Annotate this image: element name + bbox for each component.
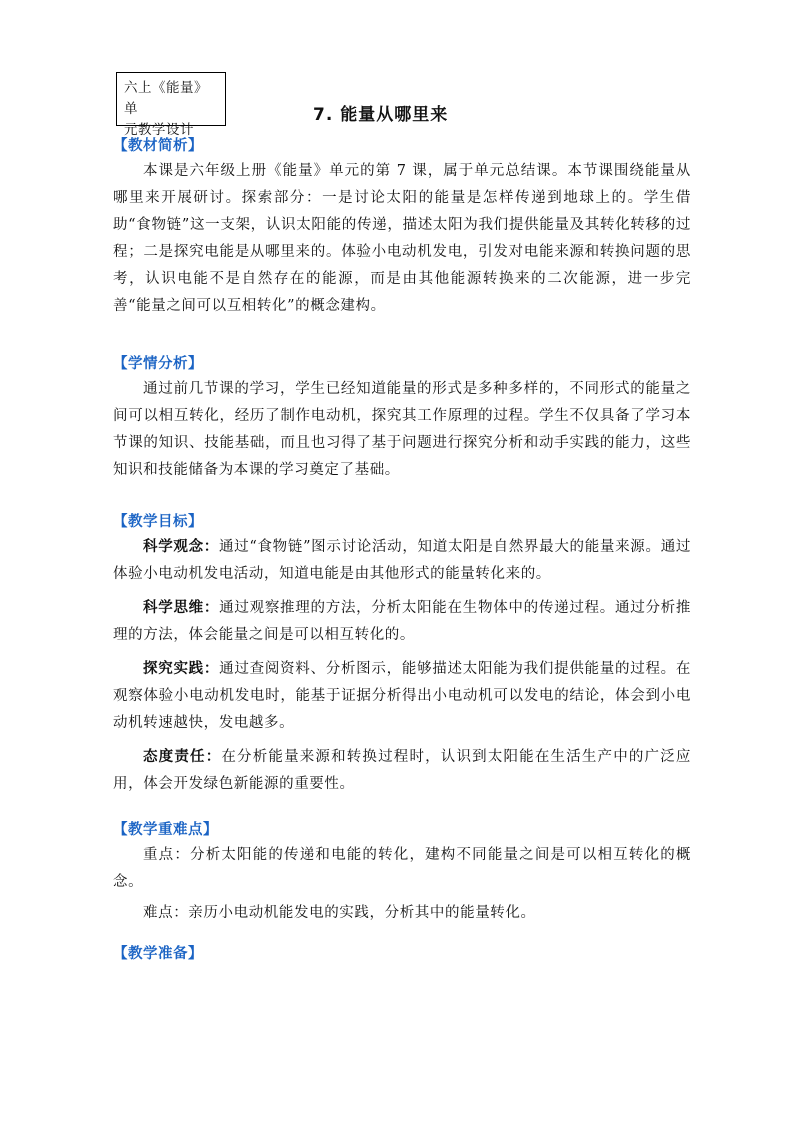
heading-preparation: 【教学准备】 — [113, 946, 203, 962]
goal-label: 态度责任： — [143, 749, 222, 765]
heading-material: 【教材简析】 — [113, 138, 203, 154]
section-material — [113, 134, 713, 320]
lesson-title: 7. 能量从哪里来 — [313, 105, 449, 125]
goal-science-concept — [113, 534, 691, 588]
goal-text: 通过查阅资料、分析图示，能够描述太阳能为我们提供能量的过程。在观察体验小电动机发电时，能基于证据分析得出小电动机可以发电的结论，体会到小电动机转速越快，发电越多。 — [113, 661, 692, 731]
unit-label-line1: 六上《能量》单 — [124, 80, 208, 117]
students-text: 通过前几节课的学习，学生已经知道能量的形式是多种多样的，不同形式的能量之间可以相互转化，经历了制作电动机，探究其工作原理的过程。学生不仅具备了学习本节课的知识、技能基础，而且也习得了基于问题进行探究分析和动手实践的能力，这些知识和技能储备为本课的学习奠定了基础。 — [113, 381, 691, 478]
goal-science-thinking — [113, 595, 691, 649]
goal-label: 探究实践： — [143, 661, 220, 677]
heading-goals: 【教学目标】 — [113, 514, 203, 530]
key-point-text: 重点：分析太阳能的传递和电能的转化，建构不同能量之间是可以相互转化的概念。 — [113, 847, 691, 890]
goal-label: 科学思维： — [143, 600, 220, 616]
goal-attitude — [113, 744, 691, 798]
heading-students: 【学情分析】 — [113, 356, 203, 372]
goal-label: 科学观念： — [143, 539, 219, 555]
goal-inquiry-practice — [113, 656, 691, 737]
goal-text: 通过“食物链”图示讨论活动，知道太阳是自然界最大的能量来源。通过体验小电动机发电活动，知道电能是由其他形式的能量转化来的。 — [113, 539, 691, 582]
difficult-point-text: 难点：亲历小电动机能发电的实践，分析其中的能量转化。 — [143, 905, 536, 921]
section-goals — [113, 510, 713, 798]
section-preparation — [113, 942, 713, 966]
unit-label-line2: 元教学设计 — [124, 122, 194, 138]
material-text: 本课是六年级上册《能量》单元的第 7 课，属于单元总结课。本节课围绕能量从哪里来开展研讨。探索部分：一是讨论太阳的能量是怎样传递到地球上的。学生借助“食物链”这一支架，认识太阳能的传递，描述太阳为我们提供能量及其转化转移的过程；二是探究电能是从哪里来的。体验小电动机发电，引发对电能来源和转换问题的思考，认识电能不是自然存在的能源，而是由其他能源转换来的二次能源，进一步完善“能量之间可以互相转化”的概念建构。 — [113, 163, 691, 314]
section-key-points — [113, 818, 713, 927]
goal-text: 在分析能量来源和转换过程时，认识到太阳能在生活生产中的广泛应用，体会开发绿色新能源的重要性。 — [113, 749, 692, 792]
heading-key-points: 【教学重难点】 — [113, 822, 218, 838]
goal-text: 通过观察推理的方法，分析太阳能在生物体中的传递过程。通过分析推理的方法，体会能量之间是可以相互转化的。 — [113, 600, 692, 643]
unit-label-box — [116, 72, 226, 138]
section-students — [113, 352, 713, 484]
